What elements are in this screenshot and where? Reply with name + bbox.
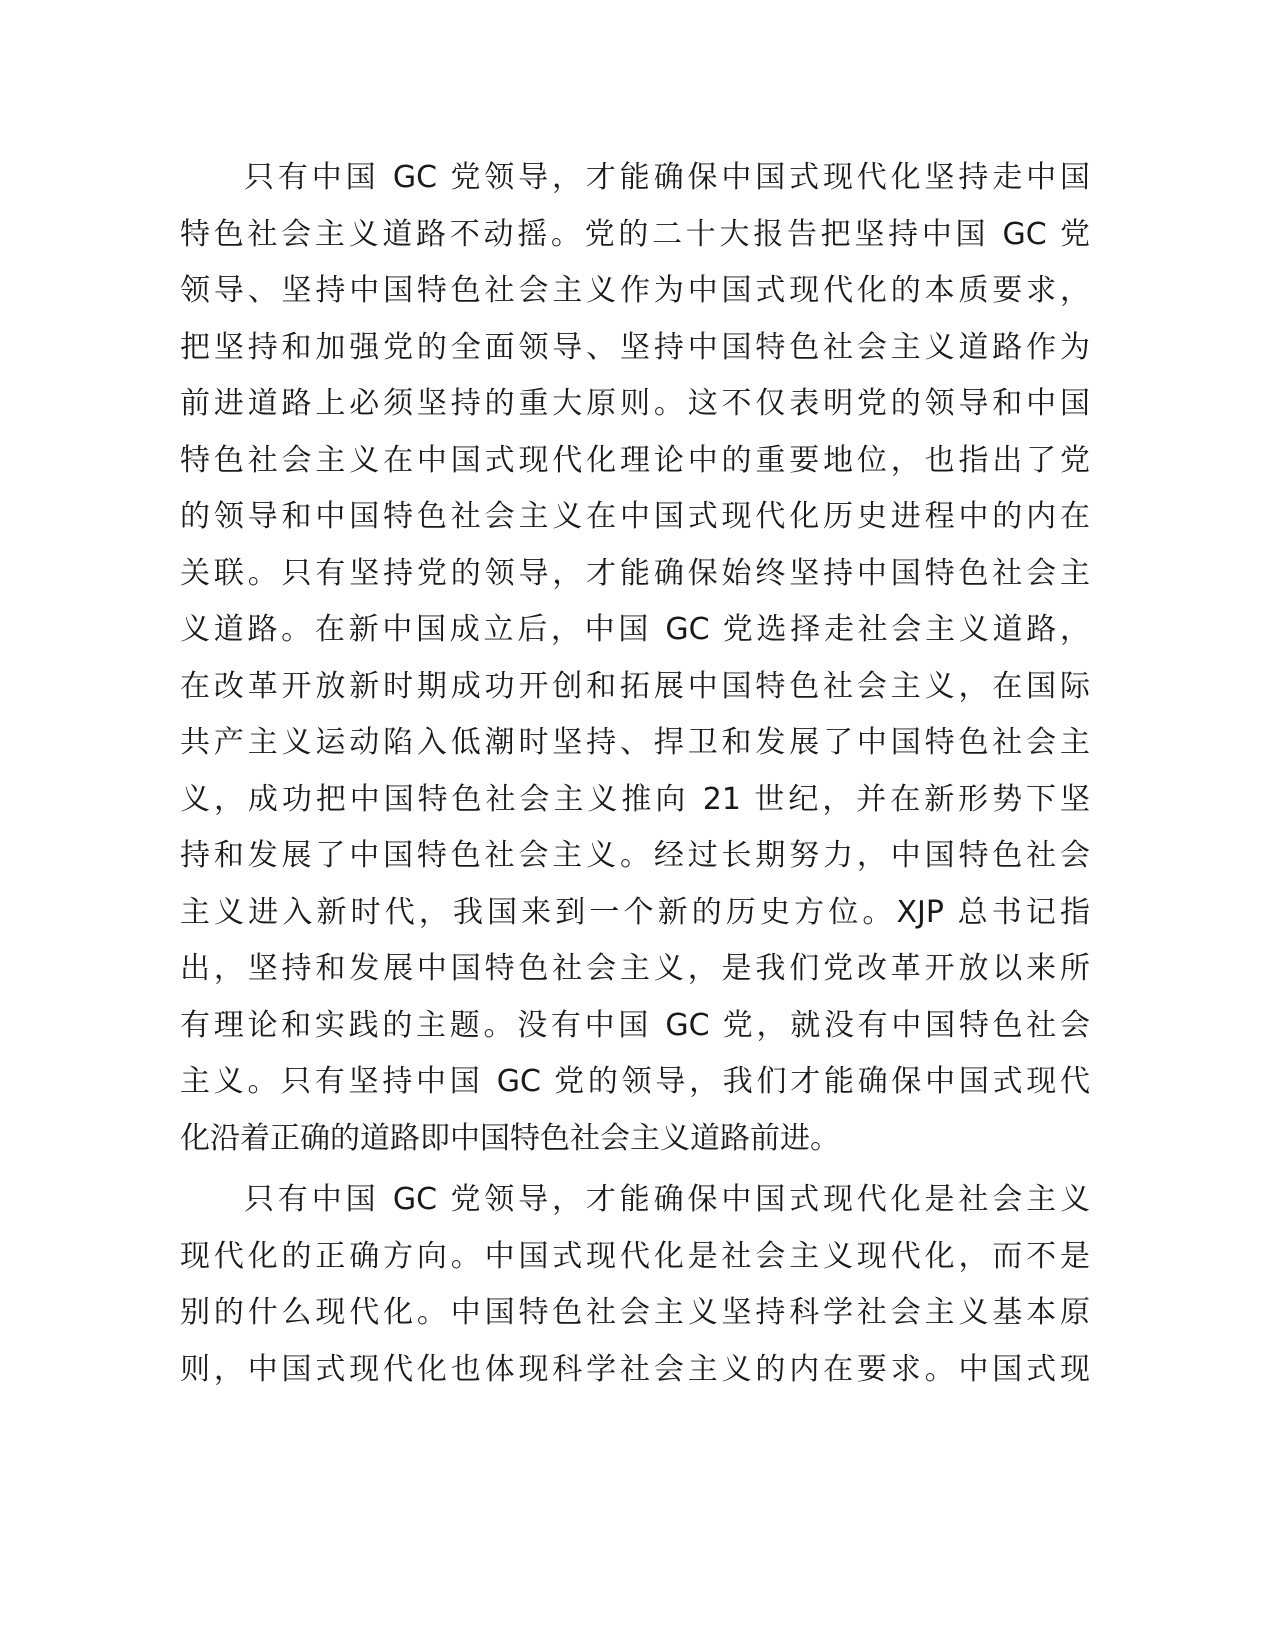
text-line: 在改革开放新时期成功开创和拓展中国特色社会主义，在国际	[180, 668, 1090, 704]
text-line: 只有中国 GC 党领导，才能确保中国式现代化是社会主义	[244, 1182, 1090, 1217]
text-line: 出，坚持和发展中国特色社会主义，是我们党改革开放以来所	[180, 951, 1090, 986]
text-line: 则，中国式现代化也体现科学社会主义的内在要求。中国式现	[180, 1351, 1090, 1387]
text-line: 现代化的正确方向。中国式现代化是社会主义现代化，而不是	[180, 1238, 1090, 1274]
text-line: 只有中国 GC 党领导，才能确保中国式现代化坚持走中国	[244, 160, 1090, 195]
text-line: 义道路。在新中国成立后，中国 GC 党选择走社会主义道路，	[180, 612, 1090, 647]
text-line: 主义。只有坚持中国 GC 党的领导，我们才能确保中国式现代	[180, 1064, 1090, 1099]
text-line: 特色社会主义在中国式现代化理论中的重要地位，也指出了党	[180, 442, 1090, 478]
text-line: 把坚持和加强党的全面领导、坚持中国特色社会主义道路作为	[180, 329, 1090, 365]
text-line: 关联。只有坚持党的领导，才能确保始终坚持中国特色社会主	[180, 555, 1090, 591]
text-line: 持和发展了中国特色社会主义。经过长期努力，中国特色社会	[180, 838, 1090, 873]
paragraph-1	[180, 150, 1090, 1167]
paragraph-2	[180, 1172, 1090, 1398]
text-line: 共产主义运动陷入低潮时坚持、捍卫和发展了中国特色社会主	[180, 725, 1090, 760]
text-line: 的领导和中国特色社会主义在中国式现代化历史进程中的内在	[180, 499, 1090, 534]
text-line: 领导、坚持中国特色社会主义作为中国式现代化的本质要求，	[180, 273, 1090, 308]
text-line: 前进道路上必须坚持的重大原则。这不仅表明党的领导和中国	[180, 386, 1090, 421]
text-line: 别的什么现代化。中国特色社会主义坚持科学社会主义基本原	[180, 1295, 1090, 1330]
text-line: 主义进入新时代，我国来到一个新的历史方位。XJP 总书记指	[180, 894, 1090, 930]
text-line: 义，成功把中国特色社会主义推向 21 世纪，并在新形势下坚	[180, 781, 1090, 817]
text-line: 化沿着正确的道路即中国特色社会主义道路前进。	[180, 1120, 840, 1156]
text-line: 有理论和实践的主题。没有中国 GC 党，就没有中国特色社会	[180, 1007, 1090, 1043]
text-line: 特色社会主义道路不动摇。党的二十大报告把坚持中国 GC 党	[180, 216, 1090, 252]
body-text	[180, 150, 1090, 1398]
